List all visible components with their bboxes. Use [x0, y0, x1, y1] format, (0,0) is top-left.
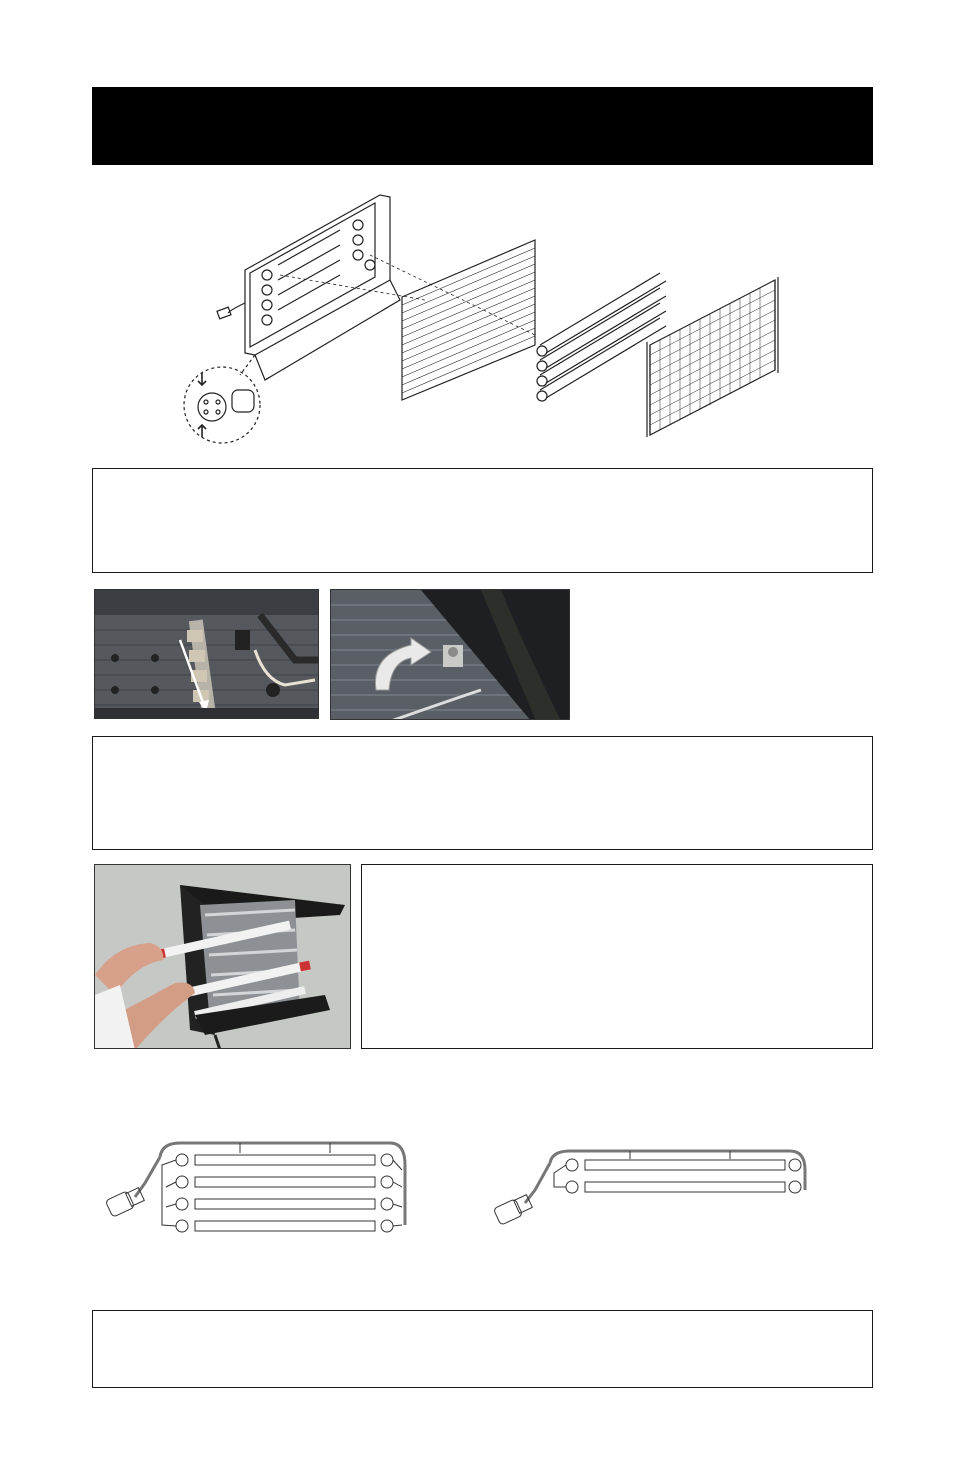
egg-crate-louver — [650, 280, 775, 435]
text-box-1 — [92, 468, 873, 573]
header-bar — [92, 87, 873, 165]
connector-detail-callout — [184, 367, 260, 443]
cable-clamp-photo — [330, 589, 570, 720]
text-box-2 — [92, 736, 873, 850]
tube-installation-photo — [94, 864, 351, 1049]
fixture-housing — [245, 195, 390, 355]
reflector-panel — [402, 240, 535, 400]
wiring-diagram-2-tube — [490, 1145, 810, 1225]
text-box-3 — [361, 864, 873, 1049]
text-box-4 — [92, 1310, 873, 1388]
wiring-diagram-4-tube — [100, 1135, 410, 1245]
connector-bracket-photo — [94, 589, 319, 719]
exploded-assembly-diagram — [170, 185, 790, 450]
